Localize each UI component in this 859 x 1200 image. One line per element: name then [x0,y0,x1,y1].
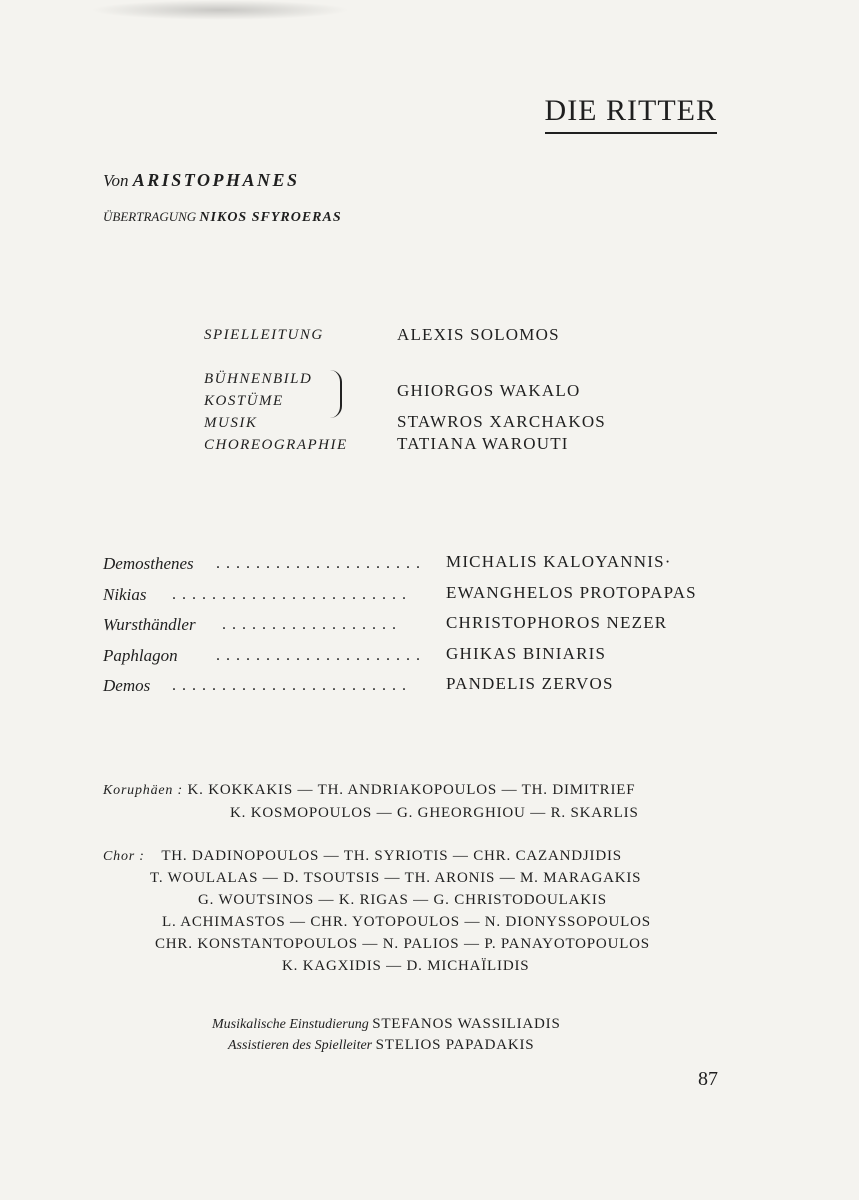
chor-line [103,848,622,865]
cast-role: Wursthändler [103,615,196,634]
cast-actor: GHIKAS BINIARIS [446,644,607,663]
chor-names: TH. DADINOPOULOS — TH. SYRIOTIS — CHR. CAZANDJIDIS [161,848,622,864]
chor-names: G. WOUTSINOS — K. RIGAS — G. CHRISTODOULAKIS [198,892,607,908]
cast-actor: EWANGHELOS PROTOPAPAS [446,583,697,602]
crew-label-music: MUSIK [204,415,258,431]
crew-label-costumes: KOSTÜME [204,393,284,409]
koryphaeen-names: K. KOSMOPOULOS — G. GHEORGHIOU — R. SKARLIS [230,805,639,821]
credit-line [212,1016,561,1033]
translator-name: NIKOS SFYROERAS [199,210,342,225]
author-prefix: Von [103,171,129,190]
leader-dots: . . . . . . . . . . . . . . . . . . [222,616,397,633]
leader-dots: . . . . . . . . . . . . . . . . . . . . . [216,647,421,664]
author-line [103,170,299,191]
crew-name-choreography: TATIANA WAROUTI [397,434,569,453]
koryphaeen-line [103,782,635,799]
chor-label: Chor : [103,849,145,864]
crew-label-direction: SPIELLEITUNG [204,327,324,343]
leader-dots: . . . . . . . . . . . . . . . . . . . . . [216,555,421,572]
credit-line [228,1037,534,1054]
leader-dots: . . . . . . . . . . . . . . . . . . . . . . . . [172,586,407,603]
chor-names: L. ACHIMASTOS — CHR. YOTOPOULOS — N. DIONYSSOPOULOS [162,914,651,930]
crew-name-music: STAWROS XARCHAKOS [397,412,606,431]
koryphaeen-label: Koruphäen : [103,783,183,798]
translator-prefix: ÜBERTRAGUNG [103,209,197,224]
chor-names: T. WOULALAS — D. TSOUTSIS — TH. ARONIS — M. MARAGAKIS [150,870,642,886]
cast-role: Demos [103,676,151,695]
chor-names: CHR. KONSTANTOPOULOS — N. PALIOS — P. PANAYOTOPOULOS [155,936,650,952]
author-name: ARISTOPHANES [132,170,300,190]
page-number: 87 [698,1068,718,1090]
cast-actor: CHRISTOPHOROS NEZER [446,613,668,632]
cast-actor: PANDELIS ZERVOS [446,674,614,693]
scan-shadow [90,0,350,20]
cast-role: Demosthenes [103,554,194,573]
credit-name: STELIOS PAPADAKIS [375,1037,535,1053]
cast-actor: MICHALIS KALOYANNIS· [446,552,672,571]
koryphaeen-names: K. KOKKAKIS — TH. ANDRIAKOPOULOS — TH. DIMITRIEF [187,782,636,798]
credit-label: Musikalische Einstudierung [212,1017,369,1032]
crew-name-direction: ALEXIS SOLOMOS [397,325,560,344]
crew-name-stage-design: GHIORGOS WAKALO [397,381,581,400]
chor-names: K. KAGXIDIS — D. MICHAÏLIDIS [282,958,530,974]
crew-label-choreography: CHOREOGRAPHIE [204,437,348,453]
brace-bracket [326,370,342,418]
credit-label: Assistieren des Spielleiter [228,1038,373,1053]
translator-line [103,209,342,226]
credit-name: STEFANOS WASSILIADIS [372,1016,561,1032]
cast-role: Paphlagon [103,646,178,665]
crew-label-stage-design: BÜHNENBILD [204,371,313,387]
page-title: DIE RITTER [545,94,717,134]
cast-role: Nikias [103,585,147,604]
leader-dots: . . . . . . . . . . . . . . . . . . . . . . . . [172,677,407,694]
